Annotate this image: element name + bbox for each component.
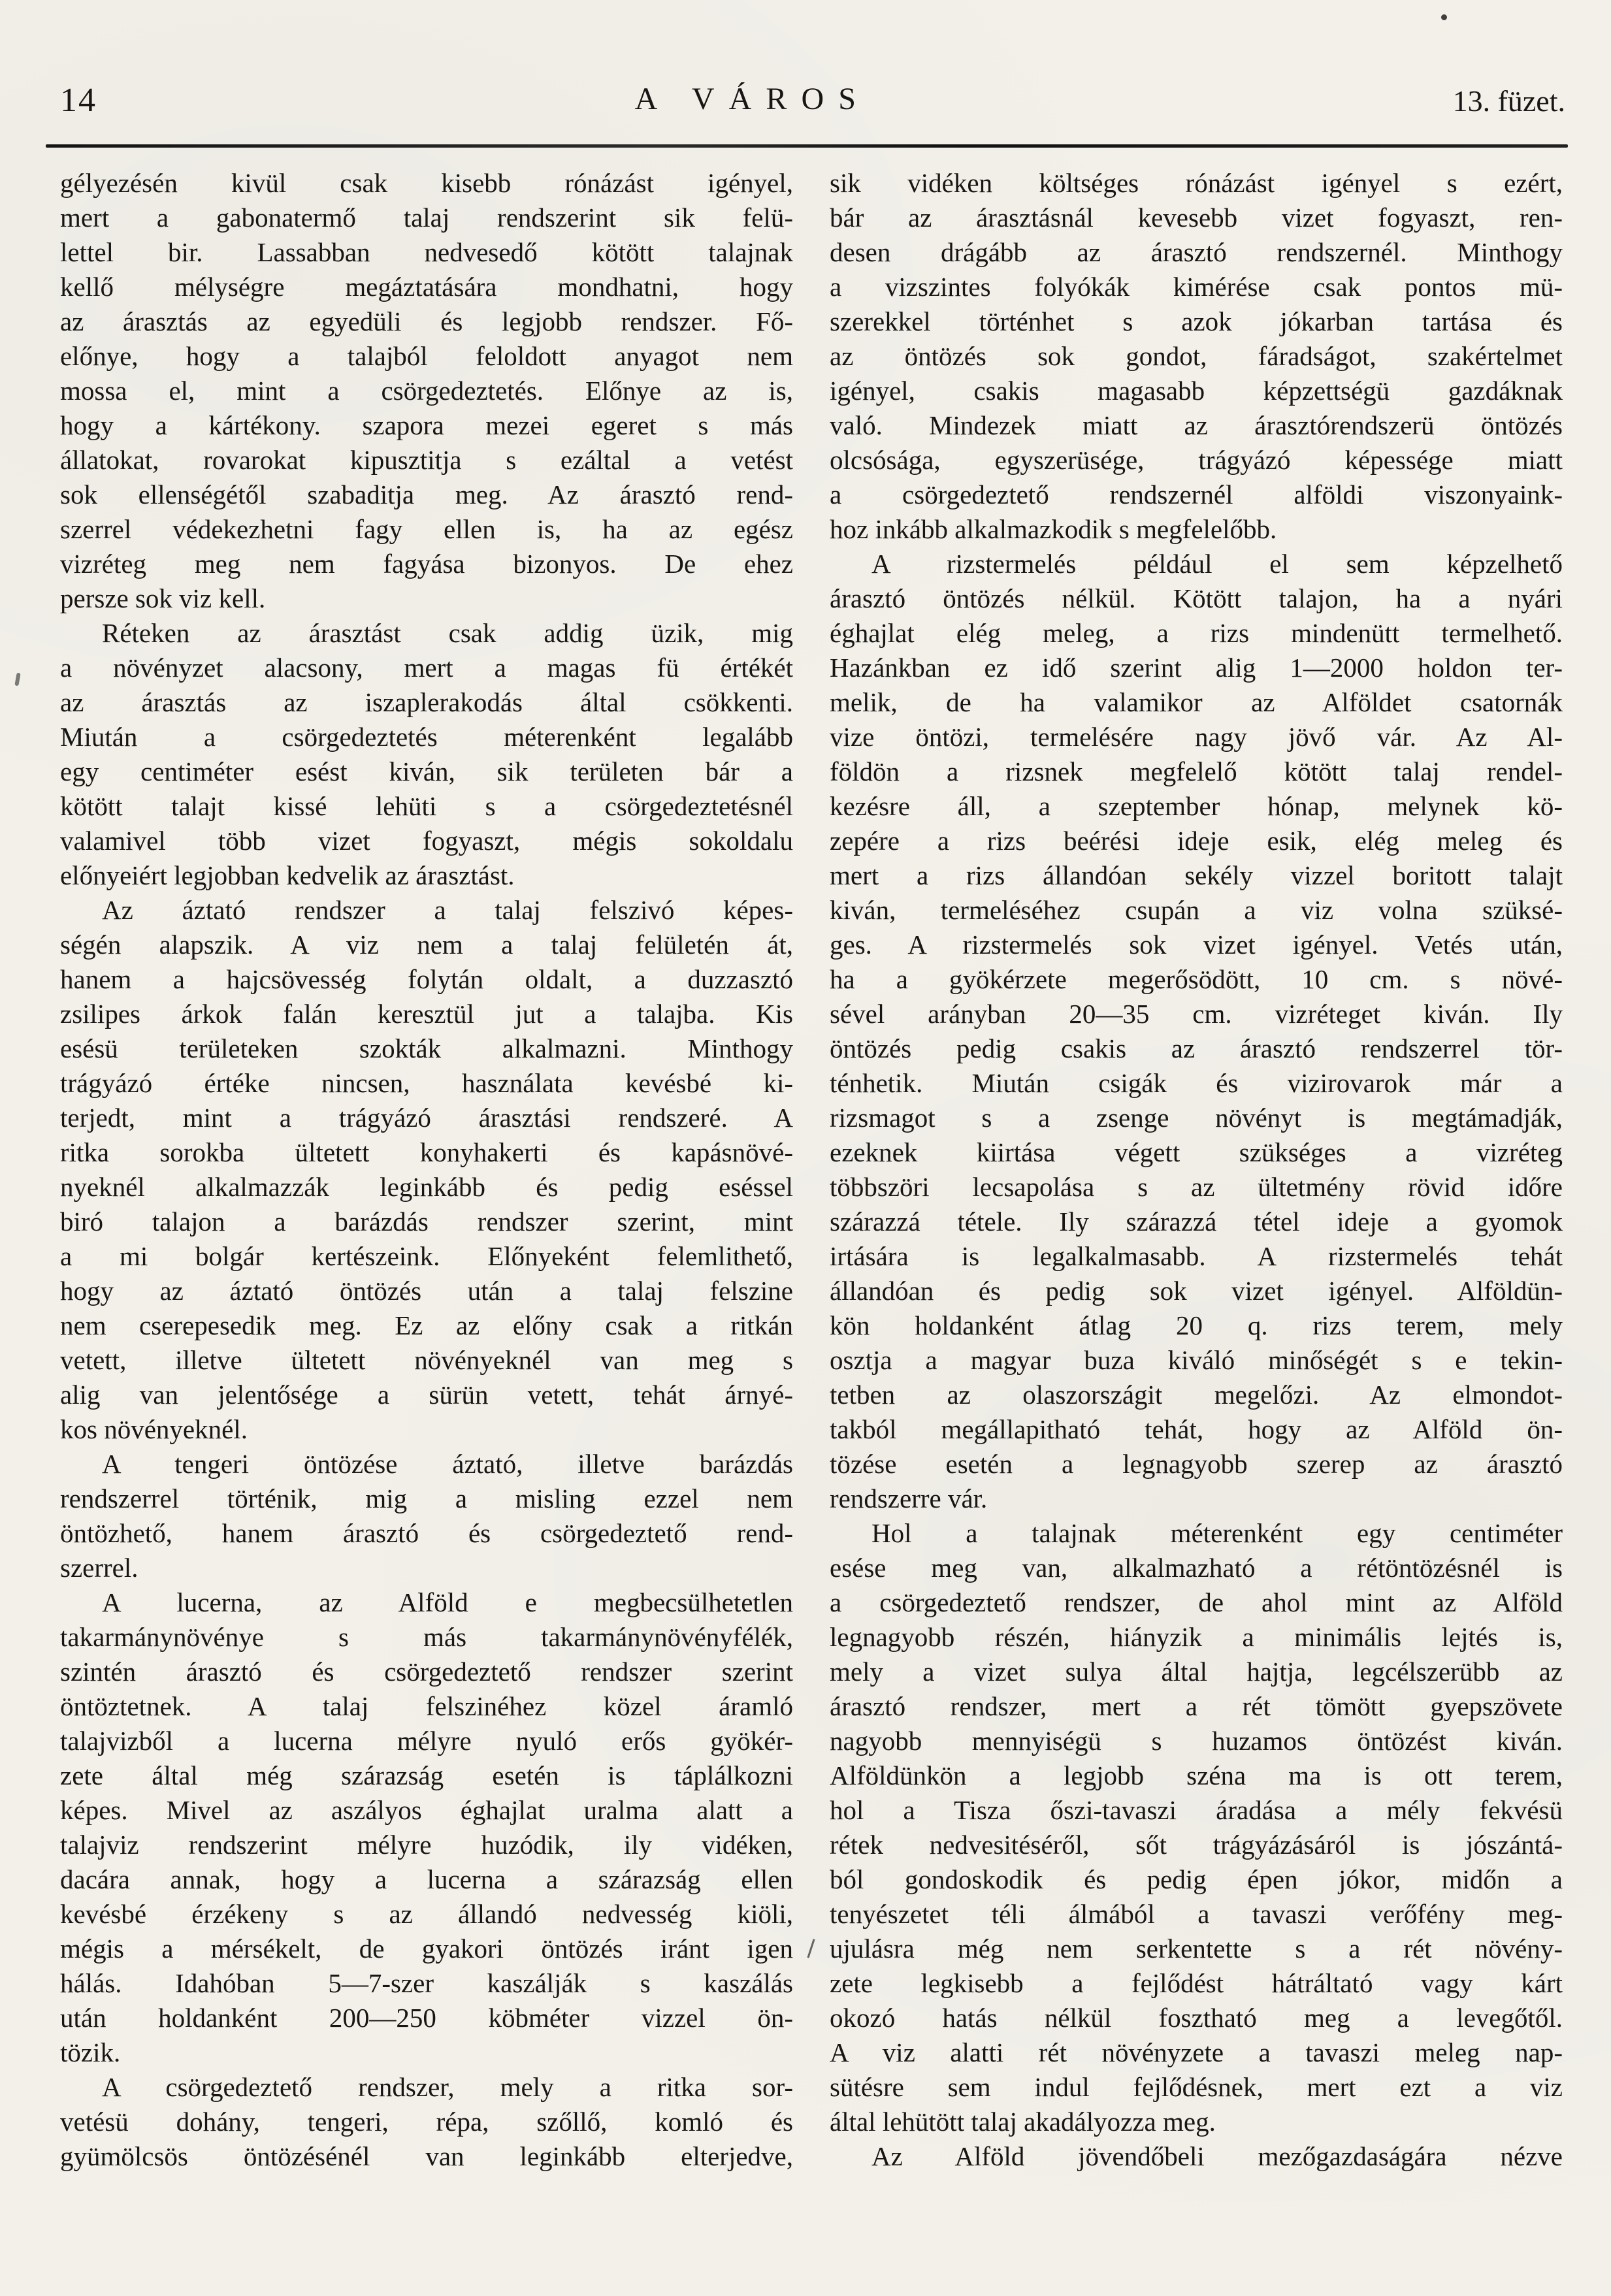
text-line: Az Alföld jövendőbeli mezőgazdaságára nézve bbox=[871, 2141, 1563, 2171]
paragraph bbox=[60, 616, 793, 893]
text-line: tenyészetet téli álmából a tavaszi verőfény meg- bbox=[830, 1899, 1563, 1929]
text-line: lettel bir. Lassabban nedvesedő kötött talajnak bbox=[60, 237, 793, 267]
text-line: A tengeri öntözése áztató, illetve barázdás bbox=[102, 1449, 793, 1479]
text-line: mert a gabonatermő talaj rendszerint sik felü- bbox=[60, 202, 793, 233]
text-line: rendszerre vár. bbox=[830, 1483, 988, 1513]
text-columns bbox=[60, 166, 1563, 2174]
text-line: kiván, termeléséhez csupán a viz volna szüksé- bbox=[830, 895, 1563, 925]
text-line: szerekkel történhet s azok jókarban tartása és bbox=[830, 306, 1563, 336]
paragraph bbox=[60, 1585, 793, 2070]
paragraph bbox=[60, 1447, 793, 1585]
text-line: zete által még szárazság esetén is táplálkozni bbox=[60, 1760, 793, 1790]
paragraph bbox=[830, 166, 1563, 547]
text-line: ges. A rizstermelés sok vizet igényel. Vetés után, bbox=[830, 930, 1563, 960]
text-line: tetben az olaszországit megelőzi. Az elmondot- bbox=[830, 1380, 1563, 1410]
text-line: szárazzá tétele. Ily szárazzá tétel ideje a gyomok bbox=[830, 1206, 1563, 1237]
text-line: előnye, hogy a talajból feloldott anyagot nem bbox=[60, 341, 793, 371]
text-line: ezeknek kiirtása végett szükséges a vizréteg bbox=[830, 1137, 1563, 1167]
text-line: állandóan és pedig sok vizet igényel. Alföldün- bbox=[830, 1276, 1563, 1306]
text-line: tözése esetén a legnagyobb szerep az árasztó bbox=[830, 1449, 1563, 1479]
text-line: mely a vizet sulya által hajtja, legcélszerübb az bbox=[830, 1657, 1563, 1687]
text-line: való. Mindezek miatt az árasztórendszerü öntözés bbox=[830, 410, 1563, 440]
text-line: kos növényeknél. bbox=[60, 1414, 248, 1444]
text-line: hálás. Idahóban 5—7-szer kaszálják s kaszálás bbox=[60, 1968, 793, 1998]
text-line: földön a rizsnek megfelelő kötött talaj rendel- bbox=[830, 756, 1563, 786]
text-line: vetett, illetve ültetett növényeknél van meg s bbox=[60, 1345, 793, 1375]
paragraph bbox=[60, 166, 793, 616]
text-line: Hol a talajnak méterenként egy centiméter bbox=[871, 1518, 1563, 1548]
text-line: éghajlat elég meleg, a rizs mindenütt termelhető. bbox=[830, 618, 1563, 648]
paragraph bbox=[830, 2139, 1563, 2174]
text-line: talajvizből a lucerna mélyre nyuló erős gyökér- bbox=[60, 1726, 793, 1756]
text-line: vetésü dohány, tengeri, répa, szőllő, komló és bbox=[60, 2107, 793, 2137]
text-line: zepére a rizs beérési ideje esik, elég meleg és bbox=[830, 826, 1563, 856]
text-line: Hazánkban ez idő szerint alig 1—2000 holdon ter- bbox=[830, 653, 1563, 683]
text-line: irtására is legalkalmasabb. A rizstermelés tehát bbox=[830, 1241, 1563, 1271]
paragraph bbox=[830, 1516, 1563, 2139]
text-line: nem cserepesedik meg. Ez az előny csak a ritkán bbox=[60, 1310, 793, 1340]
text-line: mossa el, mint a csörgedeztetés. Előnye az is, bbox=[60, 376, 793, 406]
text-line: A csörgedeztető rendszer, mely a ritka sor- bbox=[102, 2072, 793, 2102]
text-line: trágyázó értéke nincsen, használata kevésbé ki- bbox=[60, 1068, 793, 1098]
text-line: képes. Mivel az aszályos éghajlat uralma alatt a bbox=[60, 1795, 793, 1825]
text-line: takarmánynövénye s más takarmánynövényfélék, bbox=[60, 1622, 793, 1652]
text-line: ritka sorokba ültetett konyhakerti és kapásnövé- bbox=[60, 1137, 793, 1167]
text-line: sok ellenségétől szabaditja meg. Az árasztó rend- bbox=[60, 479, 793, 509]
text-line: sütésre sem indul fejlődésnek, mert ezt a viz bbox=[830, 2072, 1563, 2102]
text-line: ha a gyökérzete megerősödött, 10 cm. s növé- bbox=[830, 964, 1563, 994]
text-line: A rizstermelés például el sem képzelhető bbox=[871, 549, 1563, 579]
journal-title: A VÁROS bbox=[634, 82, 871, 116]
text-line: árasztó rendszer, mert a rét tömött gyepszövete bbox=[830, 1691, 1563, 1721]
page-number: 14 bbox=[60, 82, 97, 119]
text-line: rendszerrel történik, mig a misling ezzel nem bbox=[60, 1483, 793, 1513]
left-column bbox=[60, 166, 793, 2174]
text-line: olcsósága, egyszerüsége, trágyázó képessége miatt bbox=[830, 445, 1563, 475]
text-line: zete legkisebb a fejlődést hátráltató vagy kárt bbox=[830, 1968, 1563, 1998]
text-line: kevésbé érzékeny s az állandó nedvesség kiöli, bbox=[60, 1899, 793, 1929]
text-line: rizsmagot s a zsenge növényt is megtámadják, bbox=[830, 1103, 1563, 1133]
text-line: árasztó öntözés nélkül. Kötött talajon, ha a nyári bbox=[830, 583, 1563, 613]
paragraph bbox=[830, 547, 1563, 1516]
text-line: tözik. bbox=[60, 2037, 121, 2067]
text-line: dacára annak, hogy a lucerna a szárazság ellen bbox=[60, 1864, 793, 1894]
text-line: A lucerna, az Alföld e megbecsülhetetlen bbox=[102, 1587, 793, 1617]
text-line: persze sok viz kell. bbox=[60, 583, 266, 613]
text-line: kötött talajt kissé lehüti s a csörgedeztetésnél bbox=[60, 791, 793, 821]
text-line: után holdanként 200—250 köbméter vizzel ön- bbox=[60, 2003, 793, 2033]
text-line: ténhetik. Miután csigák és vizirovarok már a bbox=[830, 1068, 1563, 1098]
text-line: hanem a hajcsövesség folytán oldalt, a duzzasztó bbox=[60, 964, 793, 994]
text-line: hol a Tisza őszi-tavaszi áradása a mély fekvésü bbox=[830, 1795, 1563, 1825]
text-line: egy centiméter esést kiván, sik területen bár a bbox=[60, 756, 793, 786]
text-line: rétek nedvesitéséről, sőt trágyázásáról is jószántá- bbox=[830, 1830, 1563, 1860]
text-line: mert a rizs állandóan sekély vizzel boritott talajt bbox=[830, 860, 1563, 890]
text-line: gyümölcsös öntözésénél van leginkább elterjedve, bbox=[60, 2141, 793, 2171]
text-line: a mi bolgár kertészeink. Előnyeként felemlithető, bbox=[60, 1241, 793, 1271]
text-line: hoz inkább alkalmazkodik s megfelelőbb. bbox=[830, 514, 1277, 544]
scan-artifact-dot bbox=[1441, 14, 1447, 20]
header-rule bbox=[46, 144, 1568, 148]
text-line: desen drágább az árasztó rendszernél. Minthogy bbox=[830, 237, 1563, 267]
text-line: hogy az áztató öntözés után a talaj felszine bbox=[60, 1276, 793, 1306]
text-line: Alföldünkön a legjobb széna ma is ott terem, bbox=[830, 1760, 1563, 1790]
text-line: mégis a mérsékelt, de gyakori öntözés iránt igen bbox=[60, 1933, 793, 1964]
text-line: valamivel több vizet fogyaszt, mégis sokoldalu bbox=[60, 826, 793, 856]
text-line: által lehütött talaj akadályozza meg. bbox=[830, 2107, 1216, 2137]
text-line: hogy a kártékony. szapora mezei egeret s más bbox=[60, 410, 793, 440]
text-line: kellő mélységre megáztatására mondhatni, hogy bbox=[60, 272, 793, 302]
text-line: Az áztató rendszer a talaj felszivó képes- bbox=[102, 895, 793, 925]
text-line: vize öntözi, termelésére nagy jövő vár. Az Al- bbox=[830, 722, 1563, 752]
text-line: szerrel. bbox=[60, 1553, 138, 1583]
text-line: Miután a csörgedeztetés méterenként legalább bbox=[60, 722, 793, 752]
text-line: okozó hatás nélkül fosztható meg a levegőtől. bbox=[830, 2003, 1563, 2033]
page-header bbox=[60, 81, 1565, 127]
text-line: többszöri lecsapolása s az ültetmény rövid időre bbox=[830, 1172, 1563, 1202]
text-line: igényel, csakis magasabb képzettségü gazdáknak bbox=[830, 376, 1563, 406]
text-line: nyeknél alkalmazzák leginkább és pedig eséssel bbox=[60, 1172, 793, 1202]
text-line: sik vidéken költséges rónázást igényel s ezért, bbox=[830, 168, 1563, 198]
text-line: gélyezésén kivül csak kisebb rónázást igényel, bbox=[60, 168, 793, 198]
text-line: esése meg van, alkalmazható a rétöntözésnél is bbox=[830, 1553, 1563, 1583]
text-line: a növényzet alacsony, mert a magas fü értékét bbox=[60, 653, 793, 683]
text-line: öntöztetnek. A talaj felszinéhez közel áramló bbox=[60, 1691, 793, 1721]
text-line: a csörgedeztető rendszernél alföldi viszonyaink- bbox=[830, 479, 1563, 509]
scan-artifact-comma bbox=[14, 673, 20, 687]
text-line: az öntözés sok gondot, fáradságot, szakértelmet bbox=[830, 341, 1563, 371]
text-line: A viz alatti rét növényzete a tavaszi meleg nap- bbox=[830, 2037, 1563, 2067]
text-line: sével arányban 20—35 cm. vizréteget kiván. Ily bbox=[830, 999, 1563, 1029]
text-line: nagyobb mennyiségü s huzamos öntözést kiván. bbox=[830, 1726, 1563, 1756]
text-line: takból megállapitható tehát, hogy az Alföld ön- bbox=[830, 1414, 1563, 1444]
text-line: biró talajon a barázdás rendszer szerint, mint bbox=[60, 1206, 793, 1237]
text-line: előnyeiért legjobban kedvelik az árasztást. bbox=[60, 860, 515, 890]
right-column bbox=[830, 166, 1563, 2174]
paragraph bbox=[60, 2070, 793, 2174]
text-line: talajviz rendszerint mélyre huzódik, ily vidéken, bbox=[60, 1830, 793, 1860]
text-line: terjedt, mint a trágyázó árasztási rendszeré. A bbox=[60, 1103, 793, 1133]
issue-label: 13. füzet. bbox=[1452, 84, 1565, 118]
text-line: legnagyobb részén, hiányzik a minimális lejtés is, bbox=[830, 1622, 1563, 1652]
text-line: szintén árasztó és csörgedeztető rendszer szerint bbox=[60, 1657, 793, 1687]
text-line: ujulásra még nem serkentette s a rét növény- bbox=[830, 1933, 1563, 1964]
text-line: az árasztás az egyedüli és legjobb rendszer. Fő- bbox=[60, 306, 793, 336]
paragraph bbox=[60, 893, 793, 1447]
text-line: vizréteg meg nem fagyása bizonyos. De ehez bbox=[60, 549, 793, 579]
text-line: állatokat, rovarokat kipusztitja s ezáltal a vetést bbox=[60, 445, 793, 475]
text-line: melik, de ha valamikor az Alföldet csatornák bbox=[830, 687, 1563, 717]
text-line: szerrel védekezhetni fagy ellen is, ha az egész bbox=[60, 514, 793, 544]
text-line: a csörgedeztető rendszer, de ahol mint az Alföld bbox=[830, 1587, 1563, 1617]
text-line: kezésre áll, a szeptember hónap, melynek kö- bbox=[830, 791, 1563, 821]
text-line: öntözhető, hanem árasztó és csörgedeztető rend- bbox=[60, 1518, 793, 1548]
text-line: alig van jelentősége a sürün vetett, tehát árnyé- bbox=[60, 1380, 793, 1410]
text-line: zsilipes árkok falán keresztül jut a talajba. Kis bbox=[60, 999, 793, 1029]
text-line: Réteken az árasztást csak addig üzik, mig bbox=[102, 618, 793, 648]
text-line: a vizszintes folyókák kimérése csak pontos mü- bbox=[830, 272, 1563, 302]
text-line: bár az árasztásnál kevesebb vizet fogyaszt, ren- bbox=[830, 202, 1563, 233]
text-line: osztja a magyar buza kiváló minőségét s e tekin- bbox=[830, 1345, 1563, 1375]
text-line: kön holdanként átlag 20 q. rizs terem, mely bbox=[830, 1310, 1563, 1340]
text-line: ségén alapszik. A viz nem a talaj felületén át, bbox=[60, 930, 793, 960]
text-line: az árasztás az iszaplerakodás által csökkenti. bbox=[60, 687, 793, 717]
text-line: ból gondoskodik és pedig épen jókor, midőn a bbox=[830, 1864, 1563, 1894]
text-line: esésü területeken szokták alkalmazni. Minthogy bbox=[60, 1033, 793, 1063]
text-line: öntözés pedig csakis az árasztó rendszerrel tör- bbox=[830, 1033, 1563, 1063]
